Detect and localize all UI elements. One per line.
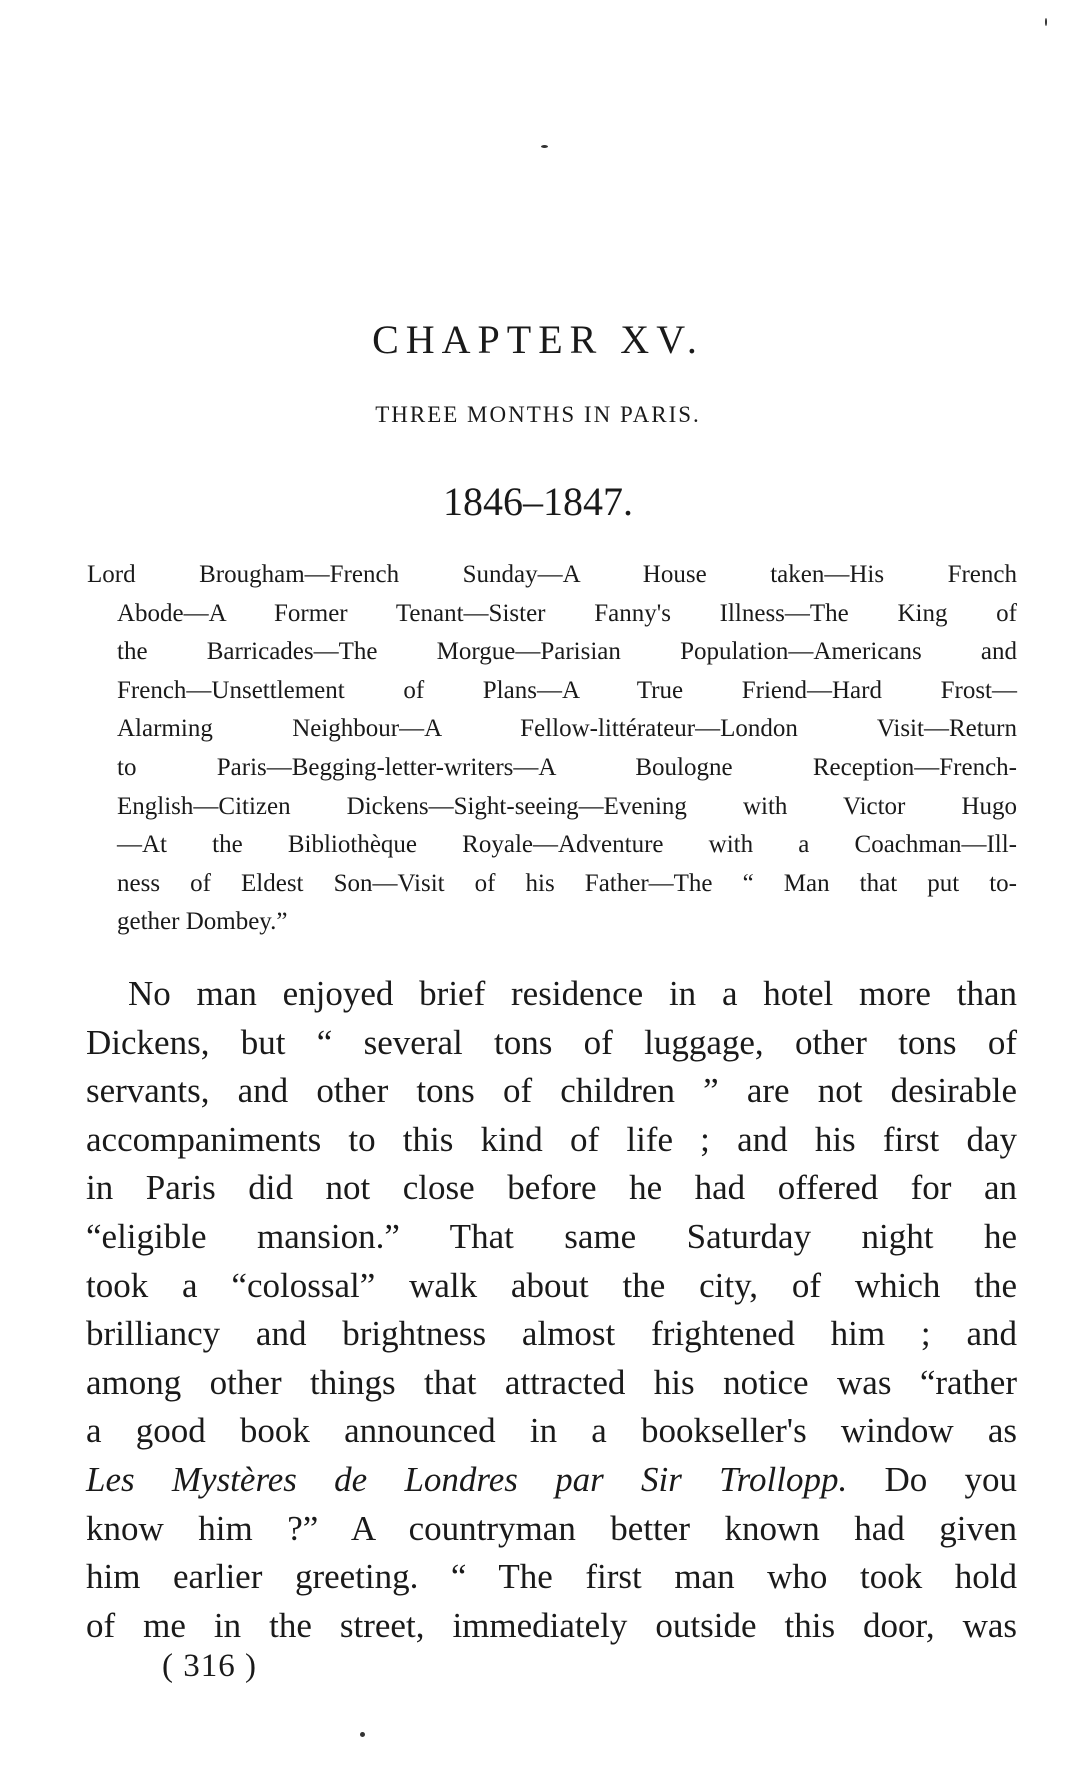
synopsis-line: Alarming Neighbour—A Fellow-littérateur—London Visit—Return	[117, 715, 1017, 743]
body-line-with-title	[86, 1456, 1017, 1505]
synopsis-line: French—Unsettlement of Plans—A True Friend—Hard Frost—	[117, 676, 1017, 704]
body-line: accompaniments to this kind of life ; and his first day	[86, 1119, 1017, 1159]
page-number: ( 316 )	[162, 1648, 257, 1684]
body-line: “eligible mansion.” That same Saturday night he	[86, 1216, 1017, 1256]
body-line: servants, and other tons of children ” are not desirable	[86, 1071, 1017, 1111]
body-line: took a “colossal” walk about the city, of which the	[86, 1265, 1017, 1305]
synopsis-line: Abode—A Former Tenant—Sister Fanny's Illness—The King of	[117, 599, 1017, 627]
synopsis-line: —At the Bibliothèque Royale—Adventure with a Coachman—Ill-	[117, 831, 1017, 859]
body-line-tail: Do you	[884, 1459, 1018, 1499]
chapter-synopsis	[87, 556, 1017, 942]
body-paragraph	[86, 970, 1017, 1650]
synopsis-line: Lord Brougham—French Sunday—A House taken—His French	[87, 561, 1017, 588]
print-speck	[360, 1732, 365, 1737]
chapter-years: 1846–1847.	[443, 479, 633, 524]
synopsis-line: the Barricades—The Morgue—Parisian Population—Americans and	[117, 638, 1017, 666]
italic-book-title: Les Mystères de Londres par Sir Trollopp.	[86, 1459, 848, 1499]
body-line: No man enjoyed brief residence in a hotel more than	[128, 974, 1017, 1013]
body-line: know him ?” A countryman better known had given	[86, 1508, 1017, 1548]
body-line: a good book announced in a bookseller's window as	[86, 1411, 1017, 1451]
print-speck	[541, 145, 548, 148]
body-line: brilliancy and brightness almost frightened him ; and	[86, 1314, 1017, 1354]
body-line: him earlier greeting. “ The first man who took hold	[86, 1557, 1017, 1597]
body-line: Dickens, but “ several tons of luggage, other tons of	[86, 1022, 1017, 1062]
chapter-subtitle: THREE MONTHS IN PARIS.	[375, 402, 701, 427]
body-line: of me in the street, immediately outside this door, was	[86, 1605, 1017, 1645]
print-speck	[1045, 18, 1047, 26]
chapter-title: CHAPTER XV.	[372, 317, 704, 362]
body-line: in Paris did not close before he had offered for an	[86, 1168, 1017, 1208]
synopsis-line: gether Dombey.”	[117, 908, 288, 936]
body-line: among other things that attracted his notice was “rather	[86, 1362, 1017, 1402]
synopsis-line: ness of Eldest Son—Visit of his Father—The “ Man that put to-	[117, 869, 1017, 897]
synopsis-line: English—Citizen Dickens—Sight-seeing—Evening with Victor Hugo	[117, 792, 1017, 820]
synopsis-line: to Paris—Begging-letter-writers—A Boulogne Reception—French-	[117, 753, 1017, 781]
